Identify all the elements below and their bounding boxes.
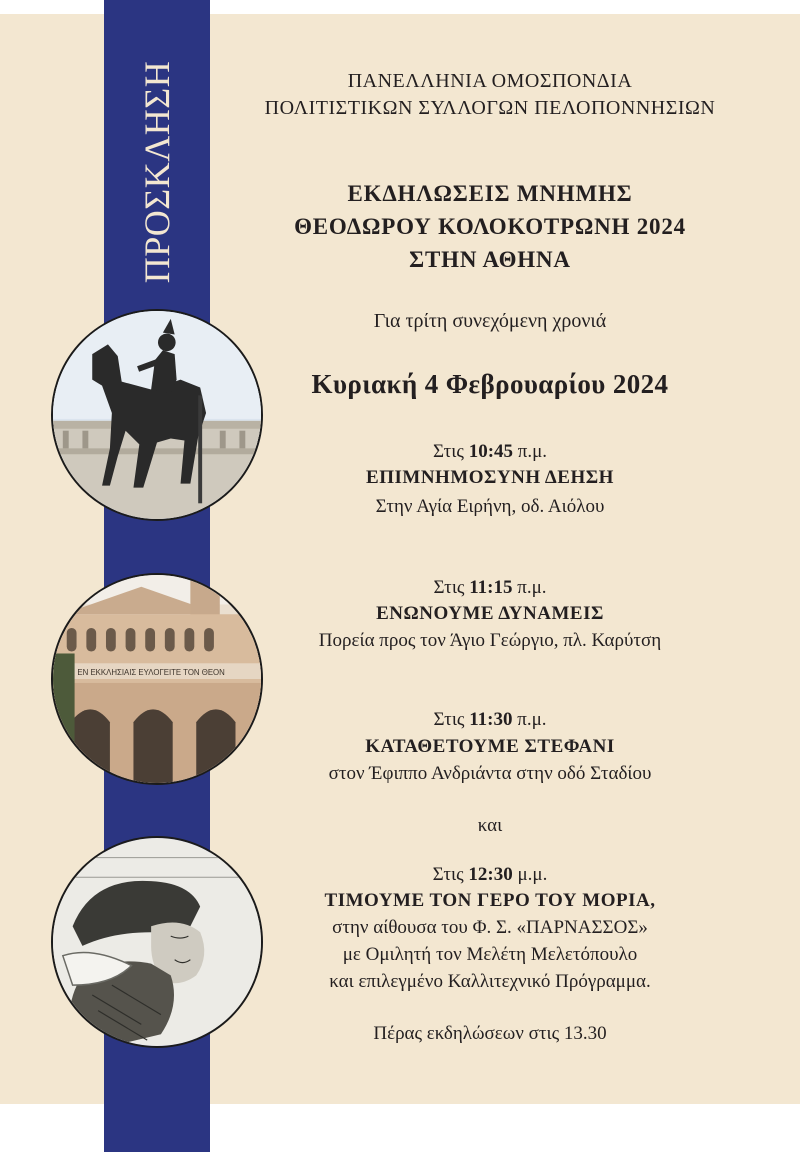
event-title: ΤΙΜΟΥΜΕ ΤΟΝ ΓΕΡΟ ΤΟΥ ΜΟΡΙΑ,: [324, 890, 656, 911]
event-time: Στις 10:45 π.μ.: [432, 441, 548, 462]
event-detail: Πορεία προς τον Άγιο Γεώργιο, πλ. Καρύτση: [318, 630, 662, 651]
event-detail: στην αίθουσα του Φ. Σ. «ΠΑΡΝΑΣΣΟΣ»: [332, 917, 648, 938]
title-line-1: ΕΚΔΗΛΩΣΕΙΣ ΜΝΗΜΗΣ: [347, 181, 633, 206]
organization-line-1: ΠΑΝΕΛΛΗΝΙΑ ΟΜΟΣΠΟΝΔΙΑ: [347, 70, 633, 92]
event-title: ΕΝΩΝΟΥΜΕ ΔΥΝΑΜΕΙΣ: [376, 603, 604, 624]
event-detail: στον Έφιππο Ανδριάντα στην οδό Σταδίου: [328, 763, 652, 784]
event-date: Κυριακή 4 Φεβρουαρίου 2024: [311, 369, 669, 399]
event-time: Στις 11:15 π.μ.: [433, 577, 547, 598]
event-detail: και επιλεγμένο Καλλιτεχνικό Πρόγραμμα.: [329, 971, 651, 992]
event-title: ΕΠΙΜΝΗΜΟΣΥΝΗ ΔΕΗΣΗ: [366, 467, 614, 488]
closing-note: Πέρας εκδηλώσεων στις 13.30: [373, 1023, 607, 1044]
event-detail: Στην Αγία Ειρήνη, οδ. Αιόλου: [375, 496, 605, 517]
church-sign: ΕΝ ΕΚΚΛΗΣΙΑΙΣ ΕΥΛΟΓΕΙΤΕ ΤΟΝ ΘΕΟΝ: [77, 668, 225, 678]
connector-text: και: [477, 815, 503, 836]
event-time: Στις 11:30 π.μ.: [433, 709, 547, 730]
subtitle: Για τρίτη συνεχόμενη χρονιά: [373, 310, 607, 332]
side-label: ΠΡΟΣΚΛΗΣΗ: [137, 60, 177, 284]
event-detail: με Ομιλητή τον Μελέτη Μελετόπουλο: [342, 944, 638, 965]
organization-line-2: ΠΟΛΙΤΙΣΤΙΚΩΝ ΣΥΛΛΟΓΩΝ ΠΕΛΟΠΟΝΝΗΣΙΩΝ: [264, 97, 716, 119]
event-title: ΚΑΤΑΘΕΤΟΥΜΕ ΣΤΕΦΑΝΙ: [365, 736, 615, 757]
event-time: Στις 12:30 μ.μ.: [432, 864, 548, 885]
title-line-3: ΣΤΗΝ ΑΘΗΝΑ: [409, 247, 571, 272]
title-line-2: ΘΕΟΔΩΡΟΥ ΚΟΛΟΚΟΤΡΩΝΗ 2024: [294, 214, 686, 239]
